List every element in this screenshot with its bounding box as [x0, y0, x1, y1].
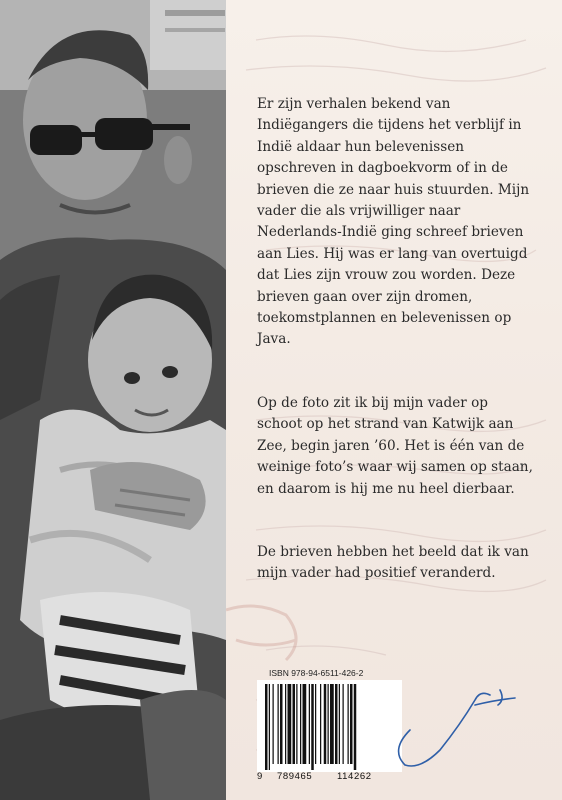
barcode-bar: [328, 684, 329, 764]
paragraph-intro: [257, 94, 553, 351]
barcode-bar: [273, 684, 274, 764]
barcode-bar: [269, 684, 270, 770]
barcode-digits-right: 114262: [337, 771, 372, 782]
barcode-bar: [311, 684, 314, 770]
text-line: brieven die ze naar huis stuurden. Mijn: [257, 181, 530, 198]
isbn-label: ISBN 978-94-6511-426-2: [269, 668, 364, 678]
paragraph-photo: [257, 393, 553, 500]
text-line: Java.: [257, 331, 291, 348]
barcode-bar: [339, 684, 340, 764]
barcode-bar: [309, 684, 310, 764]
text-line: schoot op het strand van Katwijk aan: [257, 416, 514, 433]
barcode-bar: [296, 684, 297, 764]
barcode-bar: [280, 684, 283, 764]
text-line: mijn vader had positief veranderd.: [257, 565, 496, 582]
text-line: toekomstplannen en belevenissen op: [257, 310, 512, 327]
barcode-bar: [278, 684, 279, 764]
barcode-bar: [354, 684, 357, 770]
barcode-bar: [335, 684, 338, 764]
signature: [380, 670, 530, 780]
barcode-digit-prefix: 9: [257, 771, 263, 782]
text-line: Indië aldaar hun belevenissen: [257, 138, 465, 155]
paragraph-closing: [257, 542, 553, 585]
text-line: en daarom is hij me nu heel dierbaar.: [257, 480, 515, 497]
text-line: Op de foto zit ik bij mijn vader op: [257, 394, 488, 411]
barcode-digits-left: 789465: [277, 771, 313, 782]
barcode-bar: [300, 684, 301, 764]
barcode-bar: [315, 684, 316, 764]
barcode-bar: [320, 684, 321, 764]
barcode-bar: [303, 684, 307, 764]
text-line: aan Lies. Hij was er lang van overtuigd: [257, 245, 528, 262]
barcode-bar: [350, 684, 353, 764]
text-line: Er zijn verhalen bekend van: [257, 96, 451, 112]
text-line: weinige foto’s waar wij samen op staan,: [257, 459, 533, 476]
barcode-bar: [285, 684, 286, 764]
text-line: vader die als vrijwilliger naar: [257, 203, 461, 220]
barcode-bar: [343, 684, 344, 764]
barcode-bar: [330, 684, 334, 764]
text-line: brieven gaan over zijn dromen,: [257, 288, 473, 305]
cover-photo: [0, 0, 226, 800]
barcode-bar: [324, 684, 327, 764]
photo-illustration: [0, 0, 226, 800]
text-line: opschreven in dagboekvorm of in de: [257, 160, 508, 177]
barcode-bar: [348, 684, 349, 764]
text-line: dat Lies zijn vrouw zou worden. Deze: [257, 267, 516, 284]
barcode-bar: [265, 684, 268, 770]
text-line: De brieven hebben het beeld dat ik van: [257, 543, 529, 560]
barcode-bar: [288, 684, 292, 764]
barcode-bar: [293, 684, 296, 764]
text-line: Nederlands-Indië ging schreef brieven: [257, 224, 524, 241]
text-line: Zee, begin jaren ’60. Het is één van de: [257, 437, 525, 454]
text-line: Indiëgangers die tijdens het verblijf in: [257, 117, 522, 134]
back-cover-text: [257, 94, 553, 585]
